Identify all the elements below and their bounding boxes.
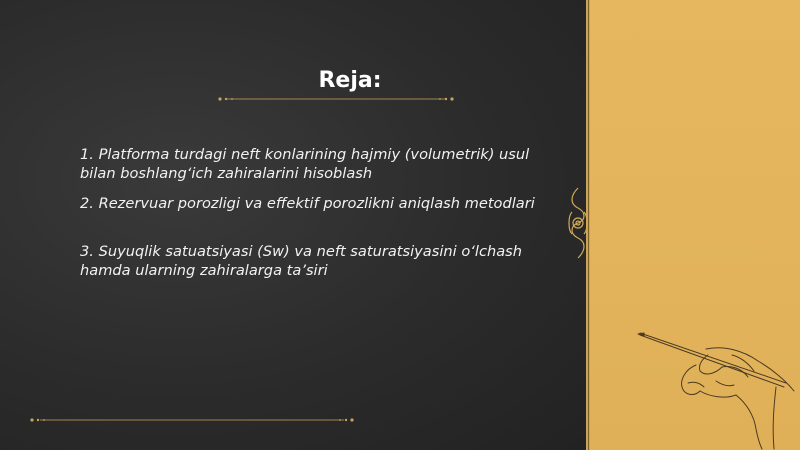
scroll-ornament-icon: [566, 186, 590, 260]
list-item-line: 1. Platforma turdagi neft konlarining hajmiy (volumetrik) usul: [80, 146, 530, 163]
list-item-line: 3. Suyuqlik satuatsiyasi (Sw) va neft saturatsiyasini o‘lchash: [80, 243, 523, 260]
list-item-line: bilan boshlang‘ich zahiralarini hisoblash: [80, 164, 373, 182]
slide-title: Reja:: [318, 68, 382, 93]
title-underline-ornament: [216, 96, 456, 102]
list-item-line: 2. Rezervuar porozligi va effektif porozlikni aniqlash metodlari: [80, 195, 535, 212]
list-item-line: hamda ularning zahiralarga ta’siri: [80, 261, 328, 279]
footer-ornament-line: [28, 417, 356, 423]
list-item: [80, 195, 560, 214]
hand-writing-icon: [636, 325, 800, 450]
list-item: [80, 146, 560, 183]
list-item: [80, 243, 560, 280]
